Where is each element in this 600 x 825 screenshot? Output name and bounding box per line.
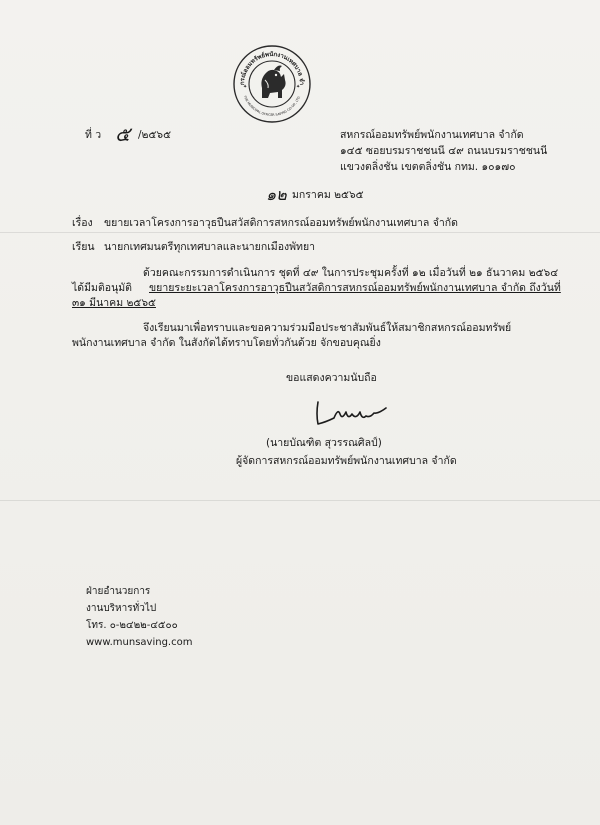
body-paragraph-1-line-1: ด้วยคณะกรรมการดำเนินการ ชุดที่ ๔๙ ในการประชุมครั้งที่ ๑๒ เมื่อวันที่ ๒๑ ธันวาคม ๒๕๖๔ <box>143 267 559 279</box>
body-paragraph-1-line-3-underlined: ๓๑ มีนาคม ๒๕๖๕ <box>72 297 156 309</box>
signer-title: ผู้จัดการสหกรณ์ออมทรัพย์พนักงานเทศบาล จำกัด <box>236 455 457 467</box>
body-paragraph-2-line-2: พนักงานเทศบาล จำกัด ในสังกัดได้ทราบโดยทั่วกันด้วย จักขอบคุณยิ่ง <box>72 337 381 349</box>
address-line-1: ๑๔๕ ซอยบรมราชชนนี ๔๙ ถนนบรมราชชนนี <box>340 145 548 157</box>
footer-phone: โทร. ๐-๒๔๒๒-๔๕๐๐ <box>86 620 178 631</box>
recipient-text: นายกเทศมนตรีทุกเทศบาลและนายกเมืองพัทยา <box>104 241 316 253</box>
body-paragraph-1-line-2a: ได้มีมติอนุมัติ <box>72 282 132 294</box>
date-day-handwritten: ๑๒ <box>266 185 287 204</box>
footer-section: งานบริหารทั่วไป <box>86 603 157 614</box>
reference-prefix: ที่ ว <box>85 129 102 141</box>
seal-star-left: ✦ <box>243 84 248 90</box>
body-paragraph-1-line-2b-underlined: ขยายระยะเวลาโครงการอาวุธปืนสวัสดิการสหกรณ์ออมทรัพย์พนักงานเทศบาล จำกัด ถึงวันที่ <box>149 282 561 294</box>
footer-department: ฝ่ายอำนวยการ <box>86 586 151 597</box>
paper-fold-line <box>0 232 600 233</box>
body-paragraph-2-line-1: จึงเรียนมาเพื่อทราบและขอความร่วมมือประชาสัมพันธ์ให้สมาชิกสหกรณ์ออมทรัพย์ <box>143 322 512 334</box>
date-month-year: มกราคม ๒๕๖๕ <box>292 189 364 201</box>
closing-regards: ขอแสดงความนับถือ <box>286 372 377 384</box>
signer-name: (นายบัณฑิต สุวรรณศิลป์) <box>266 437 382 449</box>
cooperative-seal <box>232 44 312 124</box>
handwritten-signature <box>312 398 392 428</box>
reference-number-handwritten: ๕ <box>115 122 131 146</box>
recipient-label: เรียน <box>72 241 95 253</box>
seal-top-text: กรณ์ออมทรัพย์พนักงานเทศบาล จำ <box>238 50 306 86</box>
footer-website: www.munsaving.com <box>86 637 193 648</box>
seal-bottom-text: THE MUNICIPAL OFFICER SAVING CO-OP., LTD. <box>242 95 302 118</box>
reference-suffix: /๒๕๖๕ <box>138 129 172 141</box>
address-line-2: แขวงตลิ่งชัน เขตตลิ่งชัน กทม. ๑๐๑๗๐ <box>340 161 516 173</box>
seal-emblem <box>261 66 285 99</box>
subject-text: ขยายเวลาโครงการอาวุธปืนสวัสดิการสหกรณ์ออมทรัพย์พนักงานเทศบาล จำกัด <box>104 217 458 229</box>
org-name: สหกรณ์ออมทรัพย์พนักงานเทศบาล จำกัด <box>340 129 524 141</box>
seal-star-right: ✦ <box>296 84 301 90</box>
paper-fold-line <box>0 500 600 501</box>
subject-label: เรื่อง <box>72 217 93 229</box>
